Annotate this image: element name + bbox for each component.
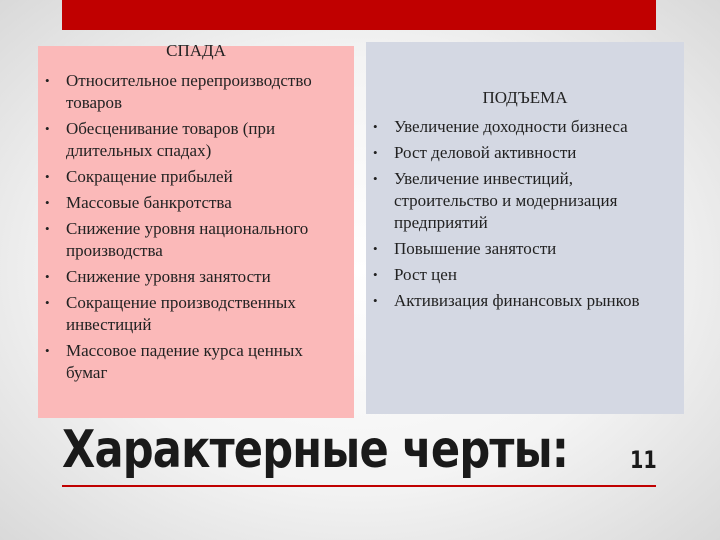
- bullet-icon: •: [45, 221, 50, 236]
- list-item: • Увеличение доходности бизнеса: [373, 117, 628, 136]
- heading-underline: [62, 485, 656, 487]
- bullet-icon: •: [45, 195, 50, 210]
- recovery-list: [366, 116, 678, 316]
- list-item: • Относительное перепроизводство товаров: [45, 71, 312, 112]
- bullet-icon: •: [45, 343, 50, 358]
- list-item: • Снижение уровня занятости: [45, 267, 271, 286]
- list-item: • Увеличение инвестиций, строительство и модернизация предприятий: [373, 169, 618, 232]
- list-item: • Рост цен: [373, 265, 457, 284]
- recession-panel: [38, 41, 354, 418]
- slide-heading: Характерные черты:: [62, 420, 569, 480]
- bullet-icon: •: [45, 169, 50, 184]
- bullet-icon: •: [45, 73, 50, 88]
- list-item: • Сокращение производственных инвестиций: [45, 293, 296, 334]
- list-item: • Массовое падение курса ценных бумаг: [45, 341, 303, 382]
- bullet-icon: •: [45, 121, 50, 136]
- bullet-icon: •: [373, 241, 378, 256]
- bullet-icon: •: [373, 119, 378, 134]
- recovery-title: ПОДЪЕМА: [482, 88, 568, 107]
- list-item: • Снижение уровня национального производства: [45, 219, 309, 260]
- top-accent-bar: [62, 0, 656, 30]
- bullet-icon: •: [373, 171, 378, 186]
- list-item: • Повышение занятости: [373, 239, 557, 258]
- recession-title: СПАДА: [166, 41, 226, 60]
- list-item: • Массовые банкротства: [45, 193, 232, 212]
- list-item: • Сокращение прибылей: [45, 167, 233, 186]
- bullet-icon: •: [45, 269, 50, 284]
- slide-number: 11: [630, 446, 657, 474]
- bullet-icon: •: [45, 295, 50, 310]
- bullet-icon: •: [373, 293, 378, 308]
- list-item: • Рост деловой активности: [373, 143, 577, 162]
- bullet-icon: •: [373, 267, 378, 282]
- bullet-icon: •: [373, 145, 378, 160]
- recovery-panel: [366, 42, 684, 414]
- list-item: • Обесценивание товаров (при длительных спадах): [45, 119, 276, 160]
- recession-list: [38, 70, 348, 388]
- list-item: • Активизация финансовых рынков: [373, 291, 640, 310]
